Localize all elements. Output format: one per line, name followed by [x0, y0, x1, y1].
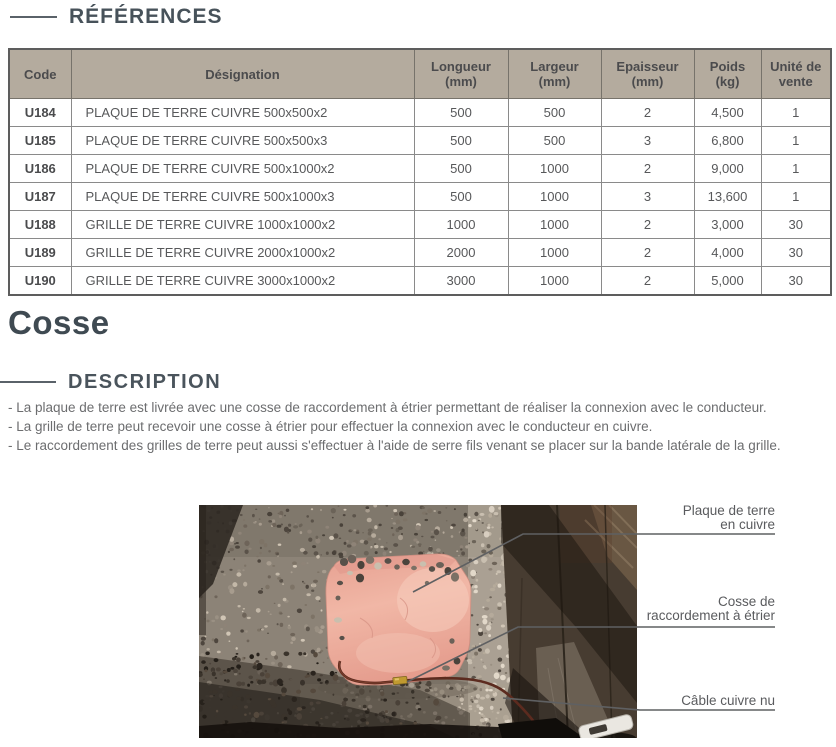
references-heading: RÉFÉRENCES [69, 5, 223, 28]
cell-epaisseur: 2 [601, 211, 694, 239]
cell-code: U188 [9, 211, 71, 239]
table-row [9, 267, 831, 296]
cell-epaisseur: 3 [601, 127, 694, 155]
col-header-longueur: Longueur (mm) [414, 49, 508, 99]
cell-largeur: 1000 [508, 211, 601, 239]
cell-designation: PLAQUE DE TERRE CUIVRE 500x1000x3 [71, 183, 414, 211]
section-rule [10, 16, 57, 18]
figure-label-line: Cosse de [717, 594, 775, 609]
cell-designation: GRILLE DE TERRE CUIVRE 2000x1000x2 [71, 239, 414, 267]
table-row [9, 99, 831, 127]
cell-poids: 9,000 [694, 155, 761, 183]
col-header-unite: Unité de vente [761, 49, 831, 99]
cell-poids: 4,000 [694, 239, 761, 267]
description-text [8, 398, 830, 456]
cell-longueur: 3000 [414, 267, 508, 296]
figure-label-line: Câble cuivre nu [681, 693, 775, 708]
description-bullet: - Le raccordement des grilles de terre peut aussi s'effectuer à l'aide de serre fils venant se placer sur la bande latérale de la grille. [8, 438, 781, 454]
table-row [9, 127, 831, 155]
table-row [9, 155, 831, 183]
figure-label-clamp [595, 595, 775, 623]
cell-largeur: 1000 [508, 239, 601, 267]
cell-poids: 5,000 [694, 267, 761, 296]
cell-epaisseur: 2 [601, 99, 694, 127]
edge-shadow [199, 505, 206, 635]
description-heading: DESCRIPTION [68, 370, 222, 393]
cell-longueur: 500 [414, 99, 508, 127]
cell-code: U185 [9, 127, 71, 155]
cell-poids: 4,500 [694, 99, 761, 127]
col-header-largeur: Largeur (mm) [508, 49, 601, 99]
photo-scene [197, 504, 637, 744]
description-section-header [0, 370, 221, 394]
table-header-row [9, 49, 831, 99]
cell-unite: 1 [761, 99, 831, 127]
cell-poids: 3,000 [694, 211, 761, 239]
table-header [9, 49, 831, 99]
cell-code: U187 [9, 183, 71, 211]
cell-unite: 1 [761, 155, 831, 183]
cell-epaisseur: 2 [601, 267, 694, 296]
cell-poids: 13,600 [694, 183, 761, 211]
table-row [9, 239, 831, 267]
references-section-header [10, 6, 223, 28]
cell-largeur: 1000 [508, 267, 601, 296]
cell-designation: GRILLE DE TERRE CUIVRE 3000x1000x2 [71, 267, 414, 296]
references-table [8, 48, 832, 296]
cell-poids: 6,800 [694, 127, 761, 155]
cell-epaisseur: 2 [601, 239, 694, 267]
cell-designation: PLAQUE DE TERRE CUIVRE 500x500x3 [71, 127, 414, 155]
figure-label-cable [595, 694, 775, 708]
cell-longueur: 500 [414, 127, 508, 155]
cell-unite: 30 [761, 239, 831, 267]
description-bullet: - La grille de terre peut recevoir une cosse à étrier pour effectuer la connexion avec le conducteur en cuivre. [8, 419, 653, 435]
cell-longueur: 500 [414, 155, 508, 183]
figure-label-line: raccordement à étrier [646, 608, 775, 623]
figure-label-line: Plaque de terre [682, 503, 775, 518]
cell-unite: 1 [761, 127, 831, 155]
cell-largeur: 1000 [508, 155, 601, 183]
figure-label-plate [595, 504, 775, 532]
col-header-code: Code [9, 49, 71, 99]
cell-longueur: 500 [414, 183, 508, 211]
section-rule [0, 381, 56, 383]
col-header-poids: Poids (kg) [694, 49, 761, 99]
cell-designation: PLAQUE DE TERRE CUIVRE 500x500x2 [71, 99, 414, 127]
cell-epaisseur: 2 [601, 155, 694, 183]
clamp-connector [393, 676, 408, 684]
table-body [9, 99, 831, 296]
col-header-designation: Désignation [71, 49, 414, 99]
description-bullet: - La plaque de terre est livrée avec une cosse de raccordement à étrier permettant de réaliser la connexion avec le conducteur. [8, 400, 767, 415]
cell-designation: PLAQUE DE TERRE CUIVRE 500x1000x2 [71, 155, 414, 183]
cell-largeur: 1000 [508, 183, 601, 211]
figure-label-line: en cuivre [720, 517, 775, 532]
cell-unite: 1 [761, 183, 831, 211]
cell-code: U186 [9, 155, 71, 183]
cell-unite: 30 [761, 211, 831, 239]
annotated-figure [0, 498, 836, 747]
cell-designation: GRILLE DE TERRE CUIVRE 1000x1000x2 [71, 211, 414, 239]
cell-longueur: 1000 [414, 211, 508, 239]
table-row [9, 183, 831, 211]
cell-largeur: 500 [508, 99, 601, 127]
cell-epaisseur: 3 [601, 183, 694, 211]
cell-code: U184 [9, 99, 71, 127]
cell-largeur: 500 [508, 127, 601, 155]
col-header-epaisseur: Epaisseur (mm) [601, 49, 694, 99]
cell-longueur: 2000 [414, 239, 508, 267]
cell-code: U190 [9, 267, 71, 296]
cell-unite: 30 [761, 267, 831, 296]
table-row [9, 211, 831, 239]
page-title-cosse: Cosse [8, 304, 110, 341]
cell-code: U189 [9, 239, 71, 267]
